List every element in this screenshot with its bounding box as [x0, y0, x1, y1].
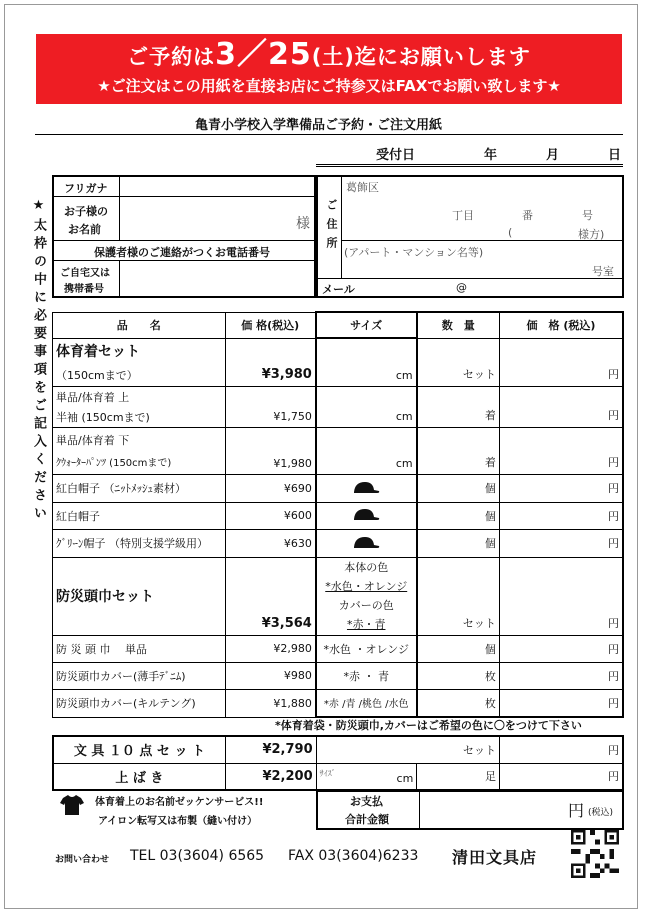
qty-input[interactable]: 着: [417, 386, 500, 427]
home-mobile-label-1: ご自宅又は: [60, 268, 110, 279]
size-input[interactable]: cm: [316, 338, 417, 386]
sama-kata-label: 様方): [578, 228, 605, 241]
table-row: [53, 557, 624, 635]
item-price: ¥690: [225, 474, 316, 502]
at-label: @: [456, 281, 467, 294]
item-name: [53, 386, 226, 427]
address-label-cell: [318, 177, 342, 279]
customer-left-box: [52, 175, 316, 298]
reception-month: 月: [546, 148, 560, 163]
item-name: [53, 427, 226, 474]
qty-input[interactable]: 着: [417, 427, 500, 474]
go-label: 号: [582, 209, 593, 222]
amount-input[interactable]: 円: [499, 529, 623, 557]
item-price: ¥2,790: [225, 736, 316, 763]
size-input[interactable]: cm: [316, 427, 417, 474]
furigana-label: フリガナ: [64, 182, 108, 195]
reception-day: 日: [608, 148, 622, 163]
room-label: 号室: [592, 265, 614, 278]
color-choice[interactable]: *赤 /青 /桃色 /水色: [316, 689, 417, 717]
guardian-phone-label-cell: [54, 241, 314, 261]
amount-input[interactable]: 円: [499, 427, 623, 474]
qty-input[interactable]: 個: [417, 474, 500, 502]
amount-input[interactable]: 円: [499, 557, 623, 635]
chome-label: 丁目: [452, 209, 474, 222]
color-choice[interactable]: *水色 ・オレンジ: [316, 635, 417, 662]
amount-input[interactable]: 円: [499, 474, 623, 502]
cover-color-label: カバーの色: [338, 599, 394, 612]
item-name: 防災頭巾カバー(キルテング): [53, 689, 226, 717]
table-header: [53, 312, 624, 338]
color-note: *体育着袋・防災頭巾,カバーはご希望の色に〇をつけて下さい: [275, 719, 582, 732]
address-input[interactable]: [342, 177, 622, 241]
guardian-phone-label: 保護者様のご連絡がつくお電話番号: [94, 246, 270, 259]
contact-fax: FAX 03(3604)6233: [288, 848, 419, 864]
item-name-line2: （150cmまで）: [56, 369, 138, 382]
furigana-input[interactable]: [120, 177, 314, 197]
qty-input[interactable]: セット: [417, 557, 500, 635]
table-row: [53, 736, 623, 763]
deadline-banner: [36, 34, 622, 104]
size-input[interactable]: cm: [316, 386, 417, 427]
service-line1: 体育着上のお名前ゼッケンサービス!!: [95, 797, 264, 808]
qty-input[interactable]: 個: [417, 502, 500, 529]
table-row: [53, 386, 624, 427]
size-unit: cm: [396, 771, 414, 785]
payment-label-2: 合計金額: [345, 813, 389, 826]
yen-label: 円: [568, 801, 585, 820]
tshirt-icon: [60, 794, 84, 816]
header-qty: 数 量: [417, 312, 500, 338]
address-box: [316, 175, 624, 298]
qty-input[interactable]: セット: [417, 736, 500, 763]
cap-icon: [351, 507, 381, 521]
cap-icon: [351, 535, 381, 549]
item-price: ¥630: [225, 529, 316, 557]
qty-input[interactable]: 個: [417, 635, 500, 662]
size-label: ｻｲｽﾞ: [319, 768, 336, 778]
amount-input[interactable]: 円: [499, 338, 623, 386]
table-row: [53, 763, 623, 790]
payment-box: [316, 790, 624, 830]
color-choice-cell[interactable]: [316, 557, 417, 635]
item-name: 上 ば き: [53, 763, 225, 790]
header-size: サイズ: [316, 312, 417, 338]
table-row: [53, 338, 624, 386]
item-price: ¥1,980: [225, 427, 316, 474]
payment-label-cell: [318, 792, 420, 828]
banner-line2: ★ご注文はこの用紙を直接お店にご持参又はFAXでお願い致します★: [97, 77, 561, 95]
amount-input[interactable]: 円: [499, 736, 623, 763]
reception-date: [316, 142, 623, 167]
qty-input[interactable]: セット: [417, 338, 500, 386]
sama-label: 様: [296, 216, 310, 232]
amount-input[interactable]: 円: [499, 689, 623, 717]
banner-post: 迄にお願いします: [354, 45, 531, 69]
side-note: ★太枠の中に必要事項をご記入ください: [31, 198, 46, 524]
mail-input[interactable]: [318, 279, 622, 296]
item-name-line1: 単品/体育着 下: [56, 434, 130, 447]
phone-input[interactable]: [120, 261, 314, 296]
item-price: ¥1,750: [225, 386, 316, 427]
home-mobile-label-2: 携帯番号: [64, 284, 104, 295]
stationery-table: [52, 735, 624, 791]
child-name-label-2: お名前: [68, 223, 101, 236]
amount-input[interactable]: 円: [499, 502, 623, 529]
reception-label: 受付日: [376, 148, 416, 163]
size-input[interactable]: [316, 763, 417, 790]
document-title: 亀青小学校入学準備品ご予約・ご注文用紙: [195, 118, 443, 133]
qty-input[interactable]: 個: [417, 529, 500, 557]
item-price: ¥3,980: [225, 338, 316, 386]
title-rule: [35, 134, 623, 135]
apartment-label: (アパート・マンション名等): [344, 246, 484, 259]
ban-label: 番: [522, 209, 533, 222]
banner-date: 3／25: [215, 37, 312, 72]
item-name-line1: 単品/体育着 上: [56, 390, 130, 404]
size-cell[interactable]: [316, 474, 417, 502]
banner-line1: [36, 38, 622, 74]
home-mobile-label-cell: [54, 261, 120, 296]
reception-year: 年: [484, 148, 498, 163]
body-color-options: *水色・オレンジ: [325, 580, 408, 593]
item-name: [53, 338, 226, 386]
banner-pre: ご予約は: [127, 45, 216, 69]
body-color-label: 本体の色: [344, 561, 389, 574]
table-row: [53, 635, 624, 662]
item-name: 防災頭巾セット: [53, 557, 226, 635]
total-amount-input[interactable]: [420, 792, 622, 828]
item-name: 防災頭巾カバー(薄手ﾃﾞﾆﾑ): [53, 662, 226, 689]
qr-code-icon: [570, 830, 620, 878]
cover-color-options: *赤・青: [346, 618, 386, 631]
color-choice[interactable]: *赤 ・ 青: [316, 662, 417, 689]
sama-kata-open: (: [508, 226, 513, 239]
child-name-label-1: お子様の: [64, 205, 108, 218]
item-price: ¥980: [225, 662, 316, 689]
ward-label: 葛飾区: [346, 181, 379, 194]
service-line2: アイロン転写又は布製（縫い付け）: [98, 816, 258, 827]
child-name-label-cell: [54, 197, 120, 241]
child-name-input[interactable]: [120, 197, 314, 241]
product-table: [52, 311, 624, 718]
item-name: 防 災 頭 巾 単品: [53, 635, 226, 662]
tax-label: (税込): [588, 808, 614, 818]
address-label: ご住所: [325, 199, 338, 256]
table-row: [53, 662, 624, 689]
qty-input[interactable]: 枚: [417, 689, 500, 717]
item-price: ¥2,200: [225, 763, 316, 790]
item-price: ¥1,880: [225, 689, 316, 717]
amount-input[interactable]: 円: [499, 763, 623, 790]
amount-input[interactable]: 円: [499, 662, 623, 689]
header-item: 品 名: [53, 312, 226, 338]
qty-input[interactable]: 足: [417, 763, 500, 790]
header-amount: 価 格 (税込): [499, 312, 623, 338]
item-name: ｸﾞﾘｰﾝ帽子 （特別支援学級用）: [53, 529, 226, 557]
cap-icon: [351, 480, 381, 494]
size-cell[interactable]: [316, 502, 417, 529]
item-price: ¥2,980: [225, 635, 316, 662]
furigana-label-cell: [54, 177, 120, 197]
mail-label: メール: [322, 283, 355, 296]
table-row: [53, 689, 624, 717]
table-row: [53, 474, 624, 502]
item-name-line2: ｸｳｫｰﾀｰﾊﾟﾝﾂ (150cmまで): [56, 458, 172, 469]
item-name: 紅白帽子 （ﾆｯﾄﾒｯｼｭ素材）: [53, 474, 226, 502]
contact-label: お問い合わせ: [55, 855, 110, 865]
item-price: ¥3,564: [225, 557, 316, 635]
qty-input[interactable]: 枚: [417, 662, 500, 689]
payment-label-1: お支払: [350, 795, 383, 808]
table-row: [53, 529, 624, 557]
shop-name: 清田文具店: [452, 848, 538, 867]
item-price: ¥600: [225, 502, 316, 529]
table-row: [53, 502, 624, 529]
amount-input[interactable]: 円: [499, 386, 623, 427]
item-name: 文 具 １０ 点 セ ッ ト: [53, 736, 225, 763]
item-name: 紅白帽子: [53, 502, 226, 529]
contact-tel: TEL 03(3604) 6565: [130, 848, 265, 864]
size-cell: [316, 736, 417, 763]
item-name-line1: 体育着セット: [56, 344, 140, 360]
header-price: 価 格(税込): [225, 312, 316, 338]
size-cell[interactable]: [316, 529, 417, 557]
apartment-input[interactable]: [342, 241, 622, 279]
amount-input[interactable]: 円: [499, 635, 623, 662]
table-row: [53, 427, 624, 474]
item-name-line2: 半袖 (150cmまで): [56, 410, 150, 424]
banner-dow: (土): [311, 45, 355, 69]
